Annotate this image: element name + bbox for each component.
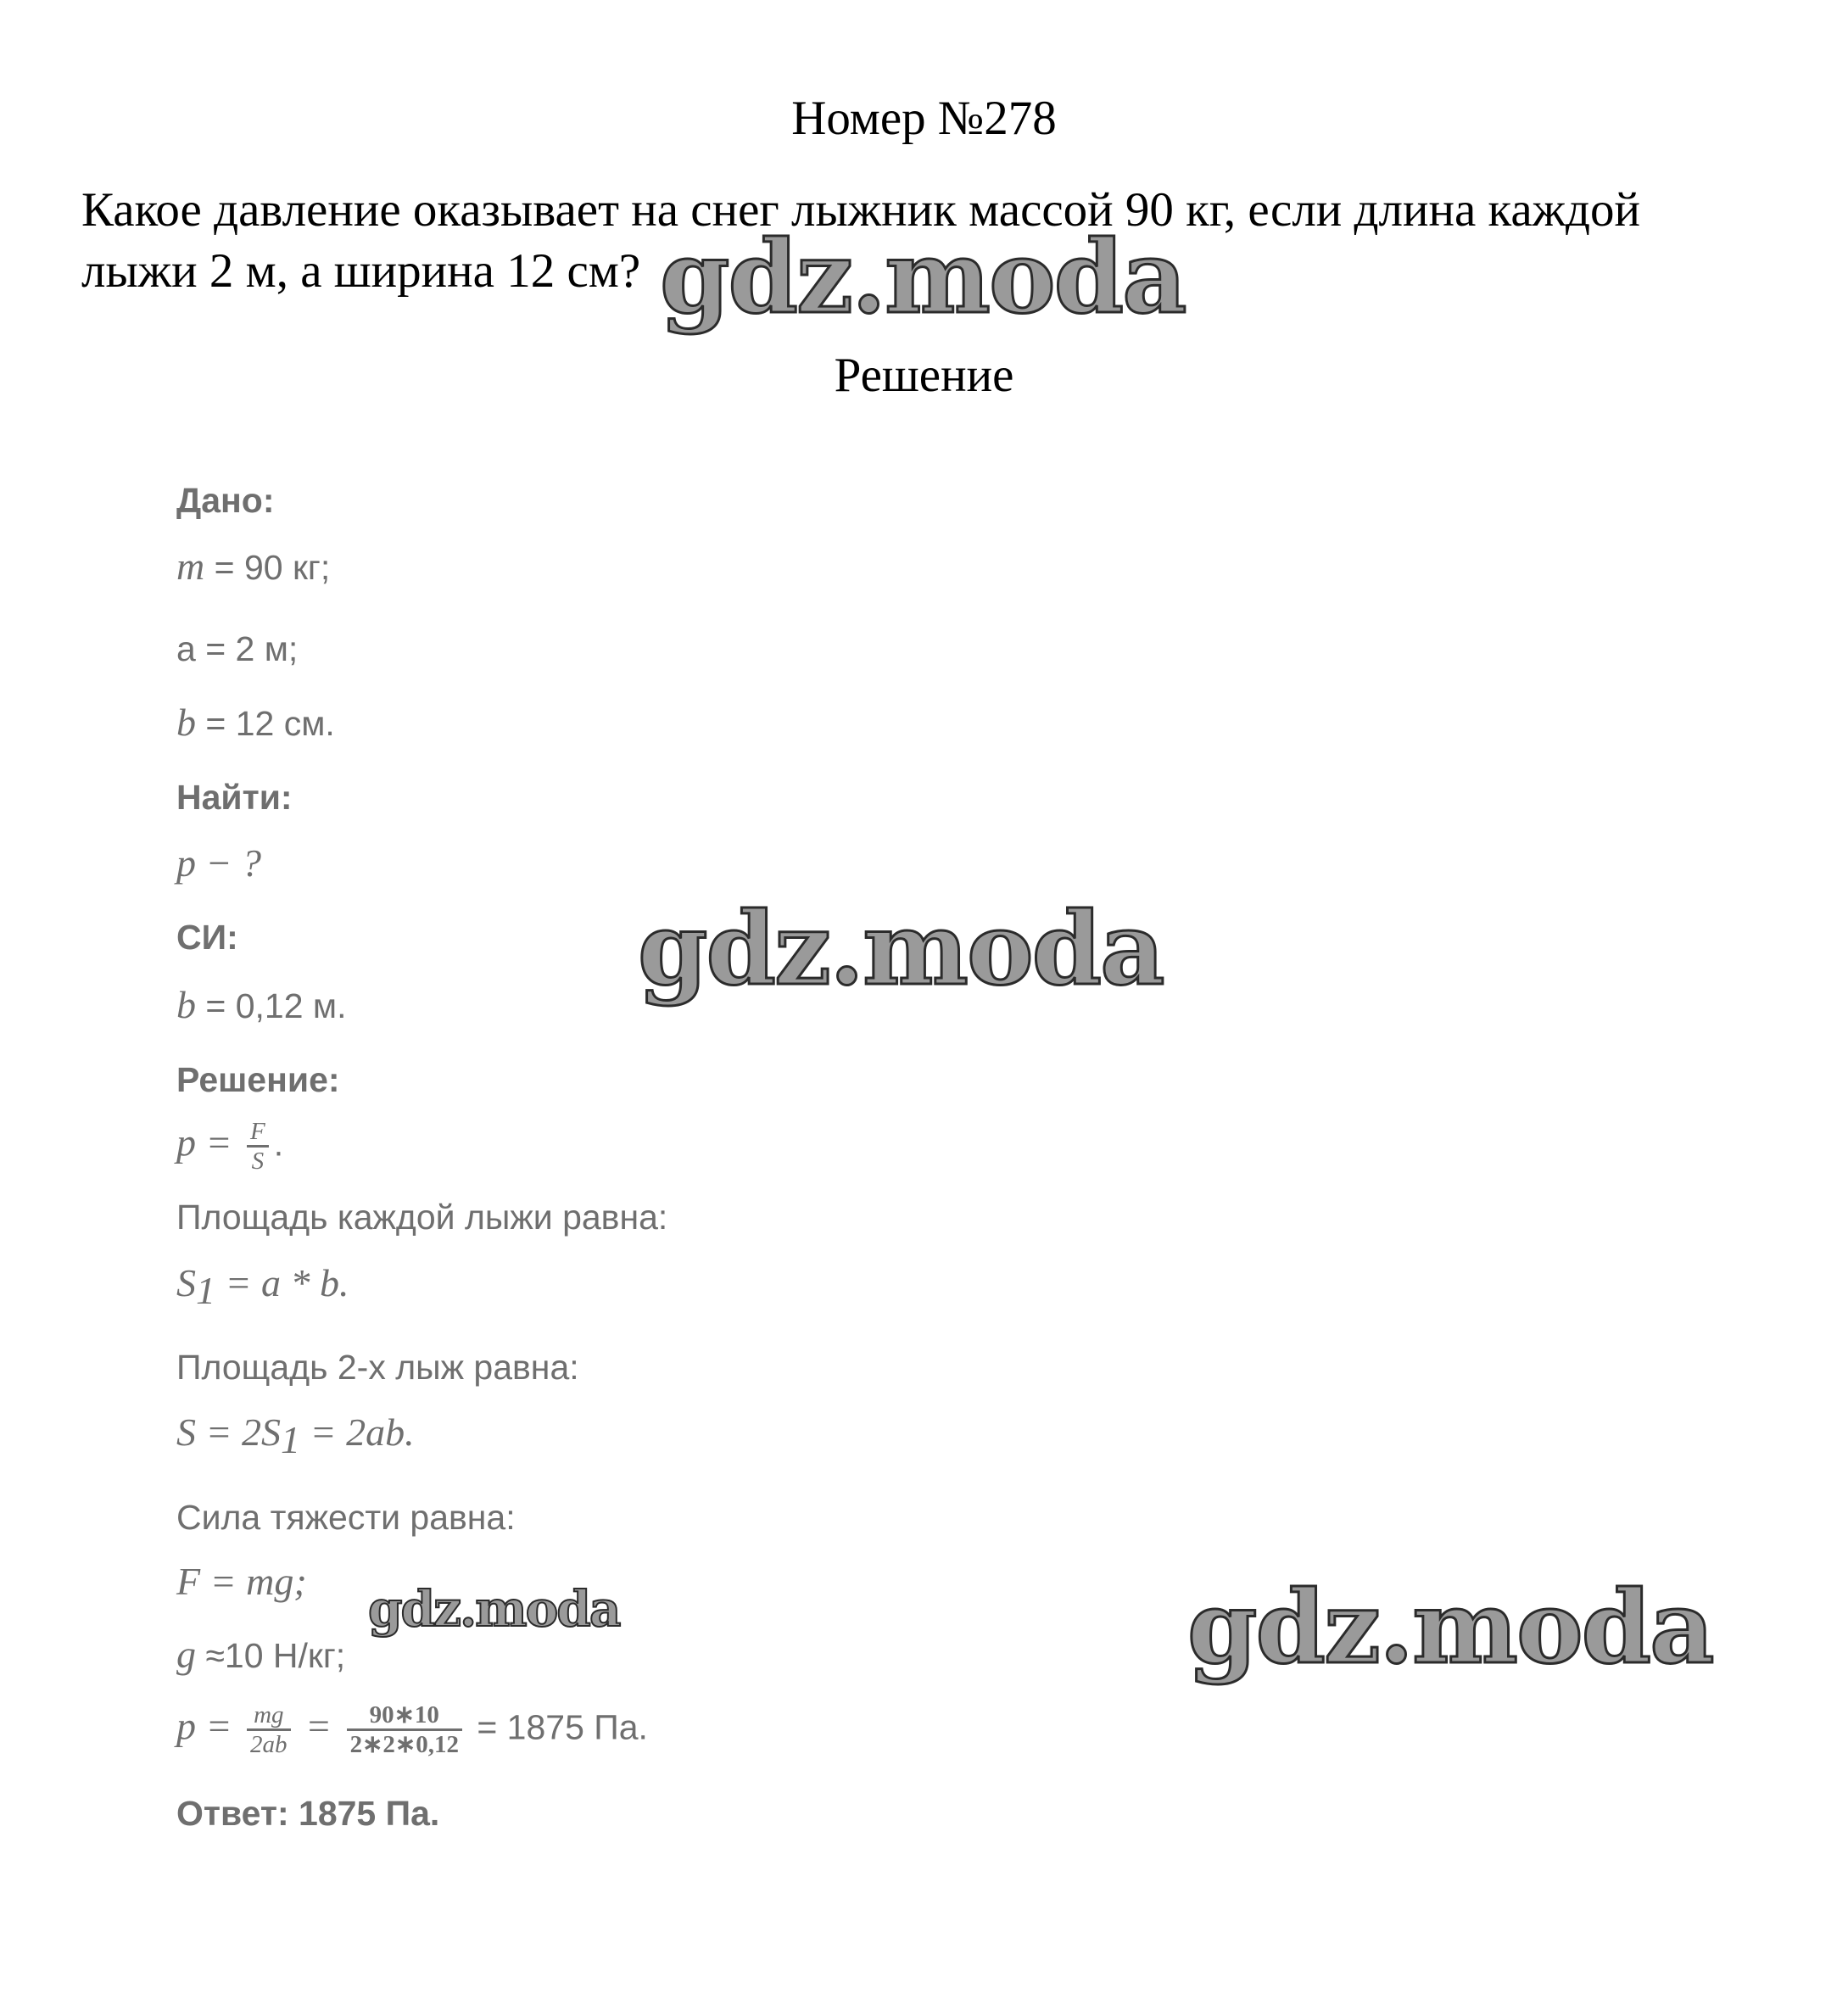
answer-line: Ответ: 1875 Па. bbox=[176, 1794, 440, 1833]
final-fraction-1-den: 2ab bbox=[250, 1731, 288, 1758]
gravity-text: Сила тяжести равна: bbox=[176, 1498, 516, 1537]
si-width-var: b bbox=[176, 983, 196, 1026]
final-fraction-1 bbox=[247, 1701, 291, 1758]
given-label: Дано: bbox=[176, 481, 275, 520]
final-fraction-2-num: 90∗10 bbox=[347, 1701, 462, 1731]
final-equals: = bbox=[295, 1704, 342, 1748]
given-width-var: b bbox=[176, 701, 196, 744]
final-fraction-2 bbox=[347, 1701, 462, 1758]
pressure-fraction-den: S bbox=[251, 1148, 265, 1175]
final-fraction-2-den: 2∗2∗0,12 bbox=[349, 1731, 459, 1758]
find-pressure-formula: p − ? bbox=[176, 841, 262, 885]
solution-heading: Решение bbox=[834, 349, 1014, 402]
final-lhs: p = bbox=[176, 1704, 243, 1748]
given-width-value: = 12 см. bbox=[196, 704, 335, 743]
final-fraction-1-num: mg bbox=[247, 1701, 291, 1731]
given-width bbox=[176, 701, 335, 745]
area-one-formula bbox=[176, 1262, 349, 1312]
area-two-subscript: 1 bbox=[281, 1418, 301, 1462]
area-two-text: Площадь 2-х лыж равна: bbox=[176, 1348, 579, 1387]
page-title: Номер №278 bbox=[791, 92, 1057, 145]
final-formula bbox=[176, 1701, 648, 1758]
given-mass-value: = 90 кг; bbox=[204, 548, 331, 587]
gravity-formula-math: F = mg; bbox=[176, 1560, 307, 1603]
area-two-lhs: S = 2S bbox=[176, 1410, 282, 1454]
pressure-formula-end: . bbox=[273, 1124, 284, 1164]
given-mass-var: m bbox=[176, 544, 205, 588]
gravity-constant bbox=[176, 1633, 345, 1677]
final-result: = 1875 Па. bbox=[466, 1707, 648, 1747]
solution-label: Решение: bbox=[176, 1060, 340, 1099]
area-one-text: Площадь каждой лыжи равна: bbox=[176, 1198, 668, 1237]
pressure-fraction bbox=[247, 1118, 269, 1175]
pressure-fraction-num: F bbox=[247, 1118, 269, 1148]
area-two-formula bbox=[176, 1411, 415, 1461]
area-one-lhs: S bbox=[176, 1261, 196, 1304]
problem-line-2: лыжи 2 м, а ширина 12 см? bbox=[81, 244, 641, 298]
problem-line-1: Какое давление оказывает на снег лыжник массой 90 кг, если длина каждой bbox=[81, 183, 1641, 237]
pressure-formula-lhs: p = bbox=[176, 1120, 243, 1164]
find-label: Найти: bbox=[176, 778, 293, 817]
watermark-bottom-right: gdz.moda bbox=[1187, 1568, 1713, 1686]
area-two-rhs: = 2ab. bbox=[300, 1410, 415, 1454]
given-mass bbox=[176, 545, 330, 589]
watermark-middle: gdz.moda bbox=[638, 890, 1164, 1008]
si-width bbox=[176, 984, 347, 1027]
gravity-constant-var: g bbox=[176, 1633, 196, 1676]
area-one-rhs: = a * b. bbox=[215, 1261, 349, 1304]
gravity-constant-value: ≈10 Н/кг; bbox=[196, 1636, 346, 1675]
si-label: СИ: bbox=[176, 918, 238, 957]
pressure-formula bbox=[176, 1118, 283, 1175]
find-pressure bbox=[176, 842, 261, 885]
area-one-subscript: 1 bbox=[196, 1269, 215, 1313]
gravity-formula bbox=[176, 1561, 307, 1604]
given-length: a = 2 м; bbox=[176, 629, 299, 668]
si-width-value: = 0,12 м. bbox=[196, 986, 347, 1025]
watermark-small: gdz.moda bbox=[368, 1580, 620, 1638]
watermark-top: gdz.moda bbox=[660, 218, 1186, 336]
